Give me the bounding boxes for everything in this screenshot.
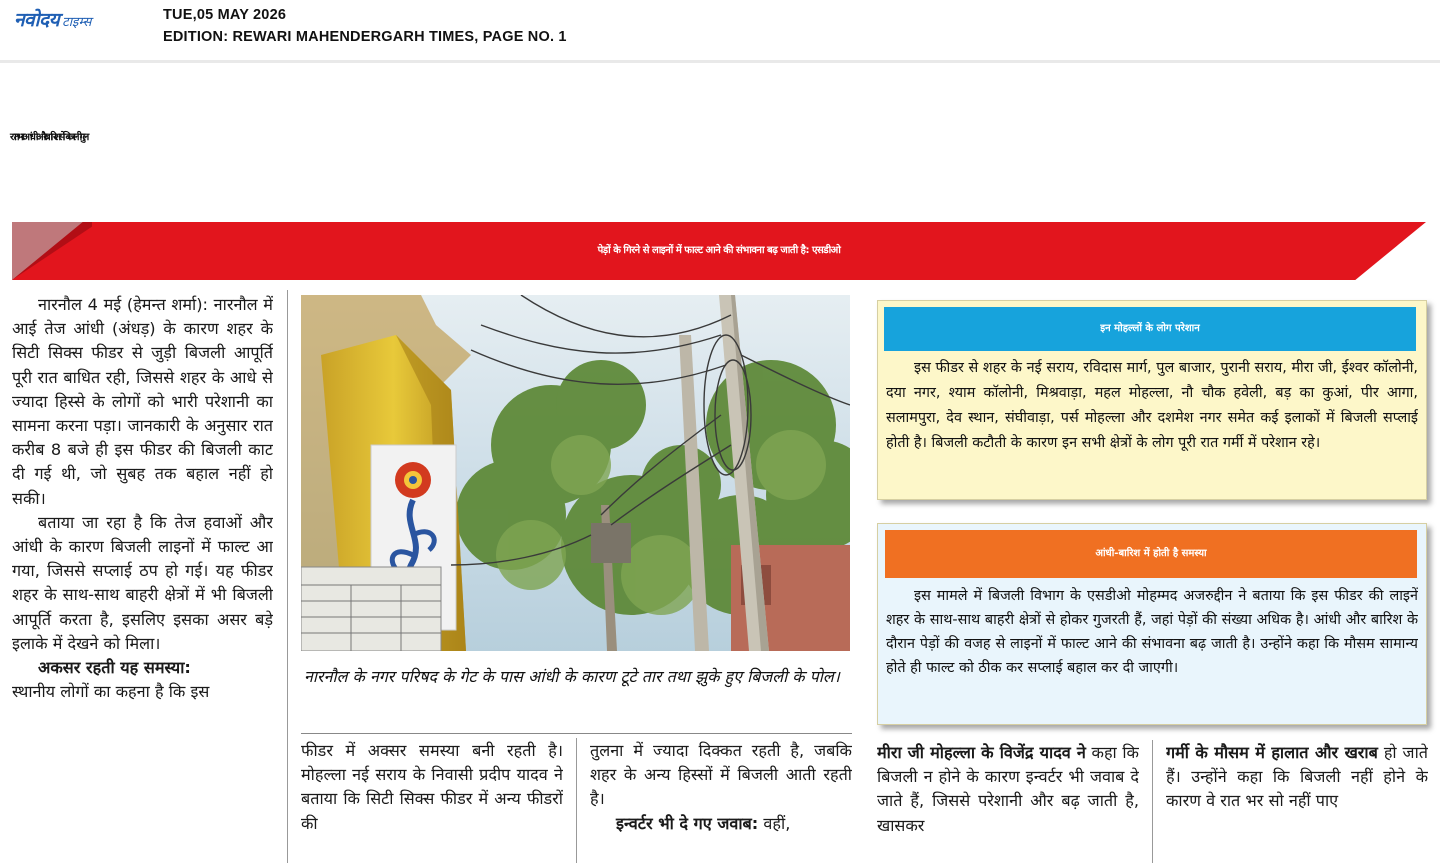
article-column-2 [301, 739, 563, 863]
article-paragraph: नारनौल 4 मई (हेमन्त शर्मा): नारनौल में आई तेज आंधी (अंधड़) के कारण शहर के सिटी सिक्स फीडर से जुड़ी बिजली आपूर्ति पूरी रात बाधित रही, जिससे शहर के आधे से ज्यादा हिस्से के लोगों को भारी परेशानी का सामना करना पड़ा। जानकारी के अनुसार रात करीब 8 बजे ही इस फीडर की बिजली काट दी गई थी, जो सुबह तक बहाल नहीं हो सकी। [12, 295, 273, 508]
article-lead-text: गर्मी के मौसम में हालात और खराब [1166, 743, 1378, 762]
column-divider [287, 290, 288, 863]
electric-pole-photo-illustration [301, 295, 850, 651]
box-title: इन मोहल्लों के लोग परेशान [1100, 323, 1200, 334]
article-column-1 [12, 293, 273, 863]
article-text: वहीं, [763, 813, 791, 833]
article-column-4 [877, 741, 1139, 863]
article-text: कहा कि बिजली न होने के कारण इन्वर्टर भी जवाब दे जाते हैं, जिससे परेशानी और बढ़ जाती है, खासकर [877, 743, 1139, 835]
caption-divider [301, 733, 852, 734]
article-paragraph: तुलना में ज्यादा दिक्कत रहती है, जबकि शहर के अन्य हिस्सों में बिजली आती रहती है। [590, 741, 852, 809]
newspaper-logo[interactable] [14, 6, 91, 32]
article-paragraph: बताया जा रहा है कि तेज हवाओं और आंधी के कारण बिजली लाइनों में फाल्ट आ गया, जिससे सप्लाई ठप हो गई। यह फीडर शहर के साथ-साथ बाहरी क्षेत्रों में भी बिजली आपूर्ति करता है, इसलिए इसका असर बड़े इलाके में देखने को मिला। [12, 512, 273, 653]
article-subhead: अकसर रहती यह समस्या: [38, 658, 191, 678]
logo-sub-text: टाइम्स [62, 15, 92, 30]
box-body-text: इस फीडर से शहर के नई सराय, रविदास मार्ग, पुल बाजार, पुरानी सराय, मीरा जी, ईश्वर कॉलोनी, दया नगर, श्याम कॉलोनी, मिश्रवाड़ा, महल मोहल्ला, नौ चौक हवेली, बड़ का कुआं, पीर आगा, सलामपुरा, देव स्थान, संघीवाड़ा, पर्स मोहल्ला और दशमेश नगर समेत कई इलाकों में बिजली सप्लाई होती है। बिजली कटौती के कारण इन सभी क्षेत्रों के लोग पूरी रात गर्मी में परेशान रहे। [886, 360, 1418, 451]
headline: रातभर आंधी और बारिश से बिजली गुल [10, 132, 87, 143]
logo-main-text: नवोदय [14, 9, 60, 31]
edition-info: EDITION: REWARI MAHENDERGARH TIMES, PAGE NO. 1 [163, 29, 567, 45]
article-subhead: इन्वर्टर भी दे गए जवाब: [616, 813, 759, 833]
issue-date: TUE,05 MAY 2026 [163, 7, 287, 23]
article-lead-text: मीरा जी मोहल्ला के विजेंद्र यादव ने [877, 743, 1086, 762]
article-column-3 [590, 739, 852, 863]
column-divider [576, 738, 577, 863]
article-column-5 [1166, 741, 1428, 863]
page-edge-divider [0, 60, 1440, 63]
subheadline: पेड़ों के गिरने से लाइनों में फाल्ट आने की संभावना बढ़ जाती है: एसडीओ [597, 245, 841, 256]
news-photo[interactable] [301, 295, 850, 651]
article-paragraph: स्थानीय लोगों का कहना है कि इस [12, 682, 210, 702]
column-divider [1152, 740, 1153, 863]
box-title: आंधी-बारिश में होती है समस्या [1095, 548, 1207, 559]
article-text: हो जाते हैं। उन्होंने कहा कि बिजली नहीं होने के कारण वे रात भर सो नहीं पाए [1166, 743, 1428, 811]
box-body-text: इस मामले में बिजली विभाग के एसडीओ मोहम्मद अजरुद्दीन ने बताया कि इस फीडर की लाइनें शहर के साथ-साथ बाहरी क्षेत्रों से होकर गुजरती हैं, जहां पेड़ों की संख्या अधिक है। आंधी और बारिश के दौरान पेड़ों की वजह से लाइनों में फाल्ट आने की संभावना बढ़ जाती है। उन्होंने कहा कि मौसम सामान्य होते ही फाल्ट को ठीक कर सप्लाई बहाल कर दी जाएगी। [886, 588, 1418, 676]
article-paragraph: फीडर में अक्सर समस्या बनी रहती है। मोहल्ला नई सराय के निवासी प्रदीप यादव ने बताया कि सिटी सिक्स फीडर में अन्य फीडरों की [301, 741, 563, 833]
photo-caption: नारनौल के नगर परिषद के गेट के पास आंधी के कारण टूटे तार तथा झुके हुए बिजली के पोल। [304, 667, 840, 686]
